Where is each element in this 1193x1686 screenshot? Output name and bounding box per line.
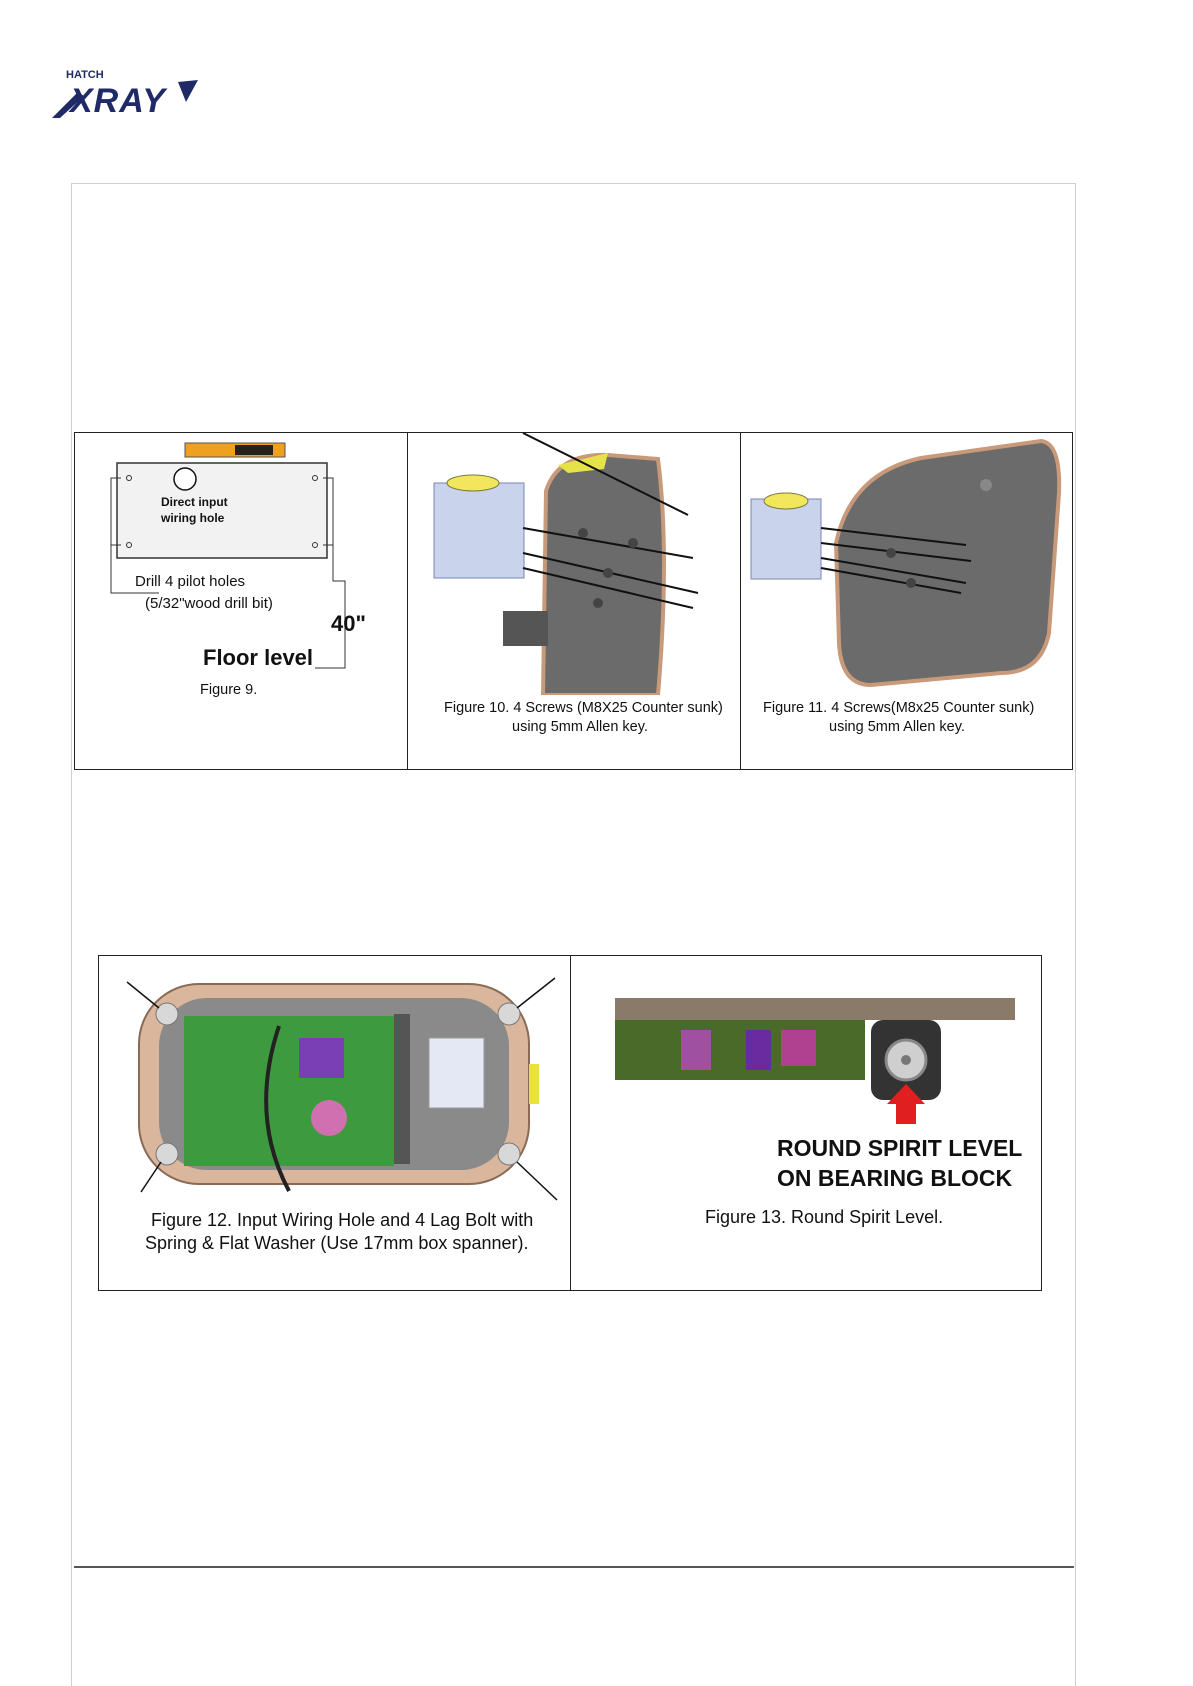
logo-main-text: XRAY: [70, 82, 166, 120]
figure-13-caption: Figure 13. Round Spirit Level.: [705, 1207, 944, 1227]
figure-11-caption-line2: using 5mm Allen key.: [829, 719, 965, 735]
footer-rule: [74, 1566, 1074, 1568]
figure-12-caption-line2: Spring & Flat Washer (Use 17mm box spanner).: [145, 1233, 529, 1253]
figure-9-drawing: [75, 433, 408, 723]
fig9-drill-label: Drill 4 pilot holes: [135, 573, 246, 590]
page-frame: [71, 183, 1076, 1686]
fig13-callout-line1: ROUND SPIRIT LEVEL: [777, 1135, 1023, 1161]
fig9-height-label: 40": [331, 611, 366, 636]
hatch-xray-logo: [48, 62, 198, 124]
figure-10-cell: [408, 433, 741, 769]
figure-9-cell: [75, 433, 408, 769]
fig9-bit-label: (5/32"wood drill bit): [145, 595, 273, 612]
figure-11-cell: [741, 433, 1074, 769]
figure-table-1: [74, 432, 1073, 770]
fig13-callout-line2: ON BEARING BLOCK: [777, 1165, 1013, 1191]
figure-9-caption: Figure 9.: [200, 682, 258, 698]
figure-table-2: [98, 955, 1042, 1291]
figure-10-caption-line2: using 5mm Allen key.: [512, 719, 648, 735]
fig9-hole-label-2: wiring hole: [161, 511, 225, 525]
figure-11-caption-line1: Figure 11. 4 Screws(M8x25 Counter sunk): [763, 700, 1035, 716]
figure-12-cell: [99, 956, 571, 1290]
logo-top-text: HATCH: [66, 69, 104, 81]
figure-10-drawing: [408, 433, 741, 695]
figure-13-drawing: [571, 956, 1043, 1196]
figure-10-caption-line1: Figure 10. 4 Screws (M8X25 Counter sunk): [444, 700, 723, 716]
figure-12-drawing: [99, 956, 571, 1216]
figure-12-caption-line1: Figure 12. Input Wiring Hole and 4 Lag Bolt with: [151, 1210, 534, 1230]
figure-13-cell: [571, 956, 1043, 1290]
fig9-hole-label: Direct input: [161, 495, 228, 509]
figure-11-drawing: [741, 433, 1074, 695]
fig9-floor-label: Floor level: [203, 645, 314, 670]
